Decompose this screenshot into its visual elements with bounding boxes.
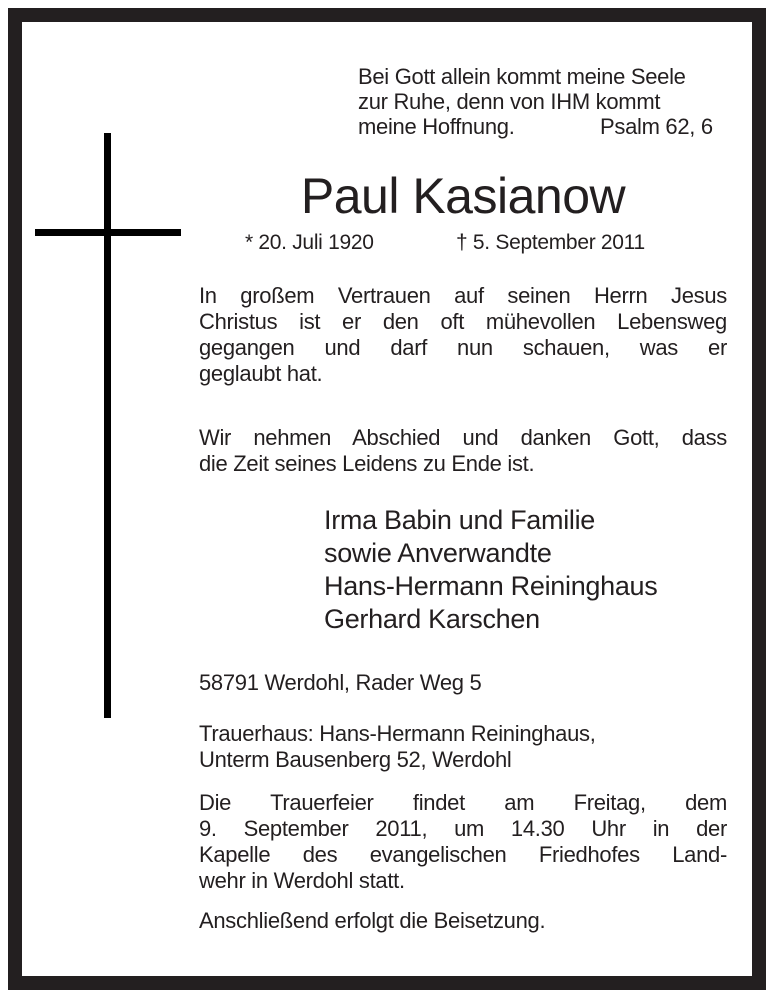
cross-icon-vertical — [104, 133, 111, 718]
cross-icon-horizontal — [35, 229, 181, 236]
mourners-list: Irma Babin und Familie sowie Anverwandte Hans-Hermann Reininghaus Gerhard Karschen — [324, 505, 658, 634]
trauerhaus: Trauerhaus: Hans-Hermann Reininghaus, Unterm Bausenberg 52, Werdohl — [199, 721, 596, 772]
ceremony-info: Die Trauerfeier findet am Freitag, dem 9. September 2011, um 14.30 Uhr in der Kapelle des evangelischen Friedhofes Land- wehr in Werdohl statt. — [199, 790, 727, 893]
address: 58791 Werdohl, Rader Weg 5 — [199, 670, 482, 695]
paragraph-farewell: Wir nehmen Abschied und danken Gott, dass die Zeit seines Leidens zu Ende ist. — [199, 425, 727, 476]
deceased-name: Paul Kasianow — [300, 168, 626, 224]
bible-verse: Bei Gott allein kommt meine Seele zur Ruhe, denn von IHM kommt meine Hoffnung. Psalm 62, 6 — [358, 64, 713, 139]
verse-reference: Psalm 62, 6 — [600, 114, 713, 139]
burial-note: Anschließend erfolgt die Beisetzung. — [199, 908, 546, 933]
death-date: † 5. September 2011 — [456, 231, 645, 254]
birth-date: * 20. Juli 1920 — [245, 231, 374, 254]
paragraph-faith: In großem Vertrauen auf seinen Herrn Jesus Christus ist er den oft mühevollen Lebensweg gegangen und darf nun schauen, was er geglaubt hat. — [199, 283, 727, 386]
